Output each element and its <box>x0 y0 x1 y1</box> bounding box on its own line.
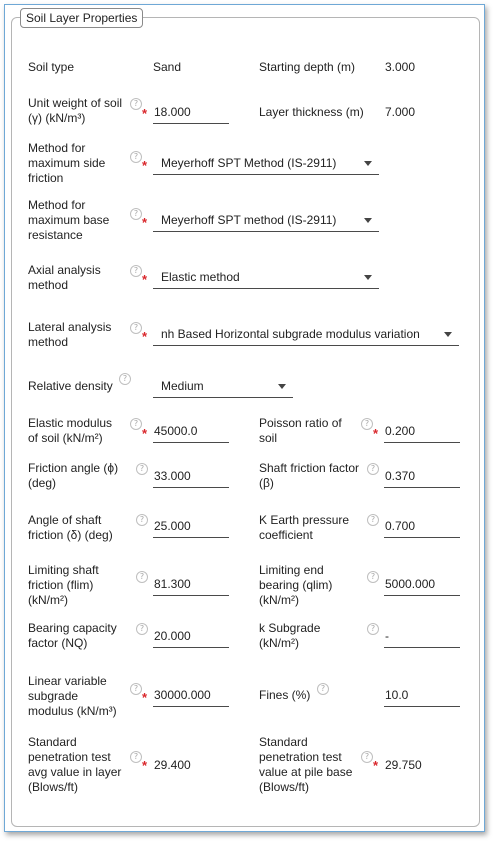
relative-density-label: Relative density <box>28 379 113 393</box>
lateral-method-required-icon: * <box>142 329 148 344</box>
chevron-down-icon <box>364 218 372 223</box>
axial-method-label-line: Axial analysis <box>28 263 101 277</box>
limiting-shaft-friction-label-line: friction (flim) <box>28 578 94 592</box>
lateral-method-label-line: Lateral analysis <box>28 320 112 334</box>
unit-weight-required-icon: * <box>142 106 148 121</box>
friction-angle-input[interactable]: 33.000 <box>153 465 229 488</box>
bearing-capacity-input[interactable]: 20.000 <box>153 625 229 648</box>
side-friction-label-line: maximum side <box>28 156 106 170</box>
chevron-down-icon <box>364 275 372 280</box>
soil-type-label: Soil type <box>28 60 75 74</box>
linear-subgrade-label-line: Linear variable <box>28 674 107 688</box>
base-resistance-selected-value: Meyerhoff SPT method (IS-2911) <box>161 213 337 227</box>
base-resistance-label-line: resistance <box>28 228 83 242</box>
linear-subgrade-label <box>28 674 117 719</box>
bearing-capacity-label-line: Bearing capacity <box>28 621 117 635</box>
chevron-down-icon <box>278 384 286 389</box>
relative-density-select[interactable] <box>153 374 293 398</box>
fines-label: Fines (%) <box>259 688 311 702</box>
unit-weight-help-icon[interactable]: ? <box>130 98 142 110</box>
elastic-modulus-input[interactable]: 45000.0 <box>153 420 229 443</box>
friction-angle-label-line: Friction angle (ϕ) <box>28 461 119 475</box>
side-friction-help-icon[interactable]: ? <box>130 151 142 163</box>
fines-help-icon[interactable]: ? <box>317 683 329 695</box>
elastic-modulus-label <box>28 416 112 446</box>
axial-method-required-icon: * <box>142 272 148 287</box>
spt-base-label-line: penetration test <box>259 750 342 764</box>
side-friction-select[interactable] <box>153 151 379 175</box>
poisson-ratio-required-icon: * <box>373 426 379 441</box>
elastic-modulus-help-icon[interactable]: ? <box>130 418 142 430</box>
spt-base-label-line: value at pile base <box>259 765 353 779</box>
elastic-modulus-label-line: Elastic modulus <box>28 416 113 430</box>
side-friction-required-icon: * <box>142 158 148 173</box>
relative-density-help-icon[interactable]: ? <box>119 373 131 385</box>
limiting-end-bearing-label-line: (kN/m²) <box>259 593 299 607</box>
lateral-method-help-icon[interactable]: ? <box>130 322 142 334</box>
limiting-shaft-friction-label-line: (kN/m²) <box>28 593 68 607</box>
unit-weight-label-line: (γ) (kN/m³) <box>28 111 86 125</box>
fines-input[interactable]: 10.0 <box>384 684 460 707</box>
lateral-method-selected-value: nh Based Horizontal subgrade modulus variation <box>161 327 420 341</box>
spt-base-required-icon: * <box>373 758 379 773</box>
spt-avg-label <box>28 735 121 795</box>
lateral-method-select[interactable] <box>153 322 459 346</box>
linear-subgrade-help-icon[interactable]: ? <box>130 683 142 695</box>
shaft-friction-factor-label-line: (β) <box>259 476 274 490</box>
starting-depth-value: 3.000 <box>385 60 416 74</box>
limiting-shaft-friction-help-icon[interactable]: ? <box>136 571 148 583</box>
bearing-capacity-label <box>28 621 117 651</box>
spt-avg-label-line: (Blows/ft) <box>28 780 79 794</box>
chevron-down-icon <box>364 161 372 166</box>
unit-weight-label <box>28 96 122 126</box>
bearing-capacity-help-icon[interactable]: ? <box>136 623 148 635</box>
layer-thickness-value: 7.000 <box>385 105 416 119</box>
base-resistance-select[interactable] <box>153 208 379 232</box>
shaft-friction-angle-label-line: friction (δ) (deg) <box>28 528 113 542</box>
spt-base-label-line: Standard <box>259 735 308 749</box>
linear-subgrade-required-icon: * <box>142 690 148 705</box>
unit-weight-label-line: Unit weight of soil <box>28 96 123 110</box>
poisson-ratio-label <box>259 416 342 446</box>
spt-avg-help-icon[interactable]: ? <box>130 751 142 763</box>
k-subgrade-label-line: k Subgrade <box>259 621 321 635</box>
k-subgrade-help-icon[interactable]: ? <box>367 623 379 635</box>
poisson-ratio-help-icon[interactable]: ? <box>361 418 373 430</box>
unit-weight-input[interactable]: 18.000 <box>153 101 229 124</box>
chevron-down-icon <box>444 332 452 337</box>
spt-base-value: 29.750 <box>385 758 422 772</box>
linear-subgrade-input[interactable]: 30000.000 <box>153 684 229 707</box>
axial-method-label <box>28 263 101 293</box>
limiting-shaft-friction-input[interactable]: 81.300 <box>153 573 229 596</box>
lateral-method-label-line: method <box>28 335 69 349</box>
lateral-method-label <box>28 320 111 350</box>
shaft-friction-factor-help-icon[interactable]: ? <box>367 463 379 475</box>
poisson-ratio-label-line: Poisson ratio of <box>259 416 342 430</box>
elastic-modulus-label-line: of soil (kN/m²) <box>28 431 103 445</box>
axial-method-selected-value: Elastic method <box>161 270 240 284</box>
side-friction-selected-value: Meyerhoff SPT Method (IS-2911) <box>161 156 337 170</box>
shaft-friction-factor-label-line: Shaft friction factor <box>259 461 360 475</box>
side-friction-label-line: friction <box>28 171 64 185</box>
friction-angle-help-icon[interactable]: ? <box>136 463 148 475</box>
limiting-end-bearing-help-icon[interactable]: ? <box>367 571 379 583</box>
side-friction-label <box>28 141 105 186</box>
axial-method-select[interactable] <box>153 265 379 289</box>
limiting-end-bearing-label-line: bearing (qlim) <box>259 578 333 592</box>
spt-base-label <box>259 735 352 795</box>
shaft-friction-angle-input[interactable]: 25.000 <box>153 515 229 538</box>
limiting-end-bearing-input[interactable]: 5000.000 <box>384 573 460 596</box>
k-earth-pressure-label-line: coefficient <box>259 528 313 542</box>
base-resistance-label <box>28 198 109 243</box>
shaft-friction-angle-label-line: Angle of shaft <box>28 513 102 527</box>
spt-base-help-icon[interactable]: ? <box>361 751 373 763</box>
shaft-friction-factor-label <box>259 461 359 491</box>
elastic-modulus-required-icon: * <box>142 426 148 441</box>
spt-avg-label-line: Standard <box>28 735 77 749</box>
axial-method-label-line: method <box>28 278 69 292</box>
starting-depth-label: Starting depth (m) <box>259 60 356 74</box>
friction-angle-label-line: (deg) <box>28 476 57 490</box>
k-earth-pressure-input[interactable]: 0.700 <box>384 515 460 538</box>
limiting-shaft-friction-label-line: Limiting shaft <box>28 563 99 577</box>
relative-density-selected-value: Medium <box>161 379 204 393</box>
shaft-friction-angle-label <box>28 513 113 543</box>
spt-avg-label-line: penetration test <box>28 750 111 764</box>
axial-method-help-icon[interactable]: ? <box>130 265 142 277</box>
k-subgrade-input[interactable]: - <box>384 625 460 648</box>
k-earth-pressure-label-line: K Earth pressure <box>259 513 350 527</box>
linear-subgrade-label-line: modulus (kN/m³) <box>28 704 117 718</box>
k-subgrade-label <box>259 621 320 651</box>
poisson-ratio-input[interactable]: 0.200 <box>384 420 460 443</box>
k-earth-pressure-label <box>259 513 349 543</box>
k-earth-pressure-help-icon[interactable]: ? <box>367 514 379 526</box>
limiting-end-bearing-label <box>259 563 332 608</box>
base-resistance-label-line: maximum base <box>28 213 110 227</box>
k-subgrade-label-line: (kN/m²) <box>259 636 299 650</box>
limiting-shaft-friction-label <box>28 563 99 608</box>
poisson-ratio-label-line: soil <box>259 431 278 445</box>
spt-avg-required-icon: * <box>142 758 148 773</box>
shaft-friction-angle-help-icon[interactable]: ? <box>136 514 148 526</box>
panel-title: Soil Layer Properties <box>20 8 143 28</box>
spt-avg-label-line: avg value in layer <box>28 765 122 779</box>
limiting-end-bearing-label-line: Limiting end <box>259 563 324 577</box>
friction-angle-label <box>28 461 118 491</box>
spt-avg-value: 29.400 <box>154 758 191 772</box>
shaft-friction-factor-input[interactable]: 0.370 <box>384 465 460 488</box>
base-resistance-help-icon[interactable]: ? <box>130 208 142 220</box>
bearing-capacity-label-line: factor (NQ) <box>28 636 88 650</box>
side-friction-label-line: Method for <box>28 141 86 155</box>
spt-base-label-line: (Blows/ft) <box>259 780 310 794</box>
layer-thickness-label: Layer thickness (m) <box>259 105 364 119</box>
linear-subgrade-label-line: subgrade <box>28 689 79 703</box>
soil-type-value: Sand <box>153 60 182 74</box>
base-resistance-label-line: Method for <box>28 198 86 212</box>
base-resistance-required-icon: * <box>142 215 148 230</box>
